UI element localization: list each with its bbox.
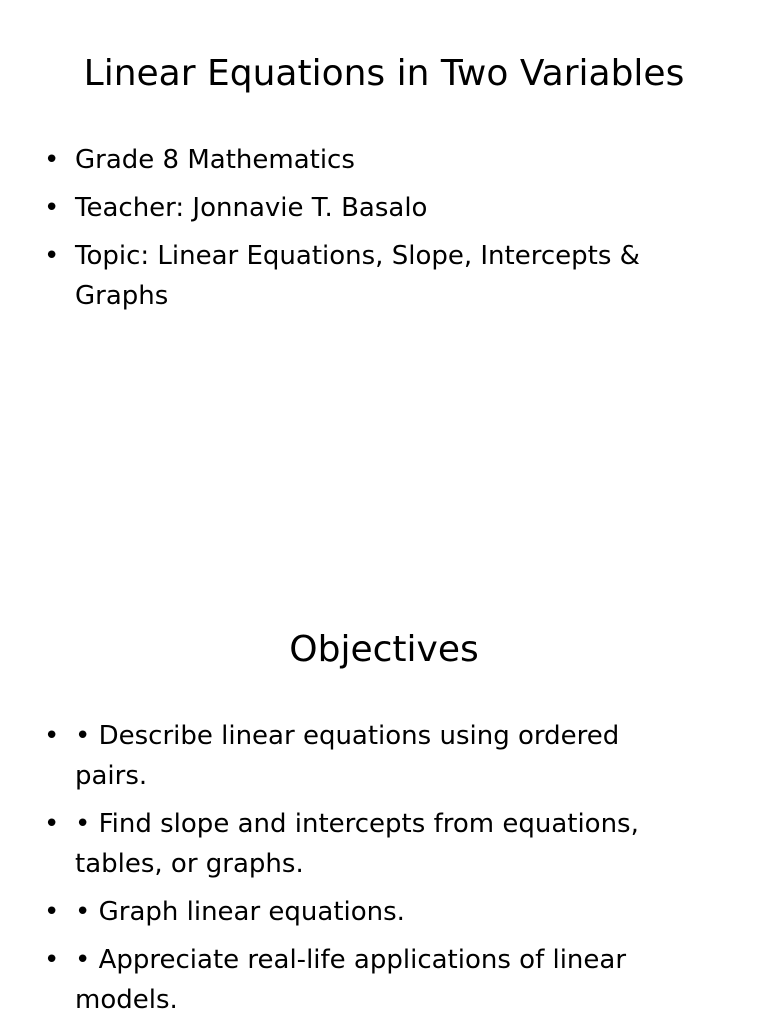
bullet-icon: • <box>44 809 60 839</box>
bullet-text: • Describe linear equations using ordered pairs. <box>75 721 620 791</box>
slide-title: Objectives <box>289 629 479 670</box>
slide-title-page <box>0 0 768 512</box>
slide-objectives <box>0 512 768 1024</box>
bullet-item <box>44 940 694 1020</box>
bullet-icon: • <box>44 721 60 751</box>
bullet-icon: • <box>44 897 60 927</box>
bullet-item <box>44 716 694 796</box>
bullet-item <box>44 140 694 180</box>
bullet-text: Topic: Linear Equations, Slope, Intercepts & Graphs <box>75 241 640 311</box>
bullet-item <box>44 892 694 932</box>
bullet-text: Teacher: Jonnavie T. Basalo <box>75 193 428 223</box>
bullet-icon: • <box>44 145 60 175</box>
bullet-icon: • <box>44 945 60 975</box>
bullet-text: • Graph linear equations. <box>75 897 405 927</box>
bullet-item <box>44 236 694 316</box>
bullet-list <box>44 140 694 324</box>
bullet-list <box>44 716 694 1028</box>
bullet-item <box>44 804 694 884</box>
bullet-text: • Find slope and intercepts from equations, tables, or graphs. <box>75 809 639 879</box>
slide-title: Linear Equations in Two Variables <box>83 53 685 94</box>
bullet-icon: • <box>44 241 60 271</box>
bullet-text: Grade 8 Mathematics <box>75 145 355 175</box>
bullet-item <box>44 188 694 228</box>
bullet-text: • Appreciate real-life applications of linear models. <box>75 945 627 1015</box>
bullet-icon: • <box>44 193 60 223</box>
